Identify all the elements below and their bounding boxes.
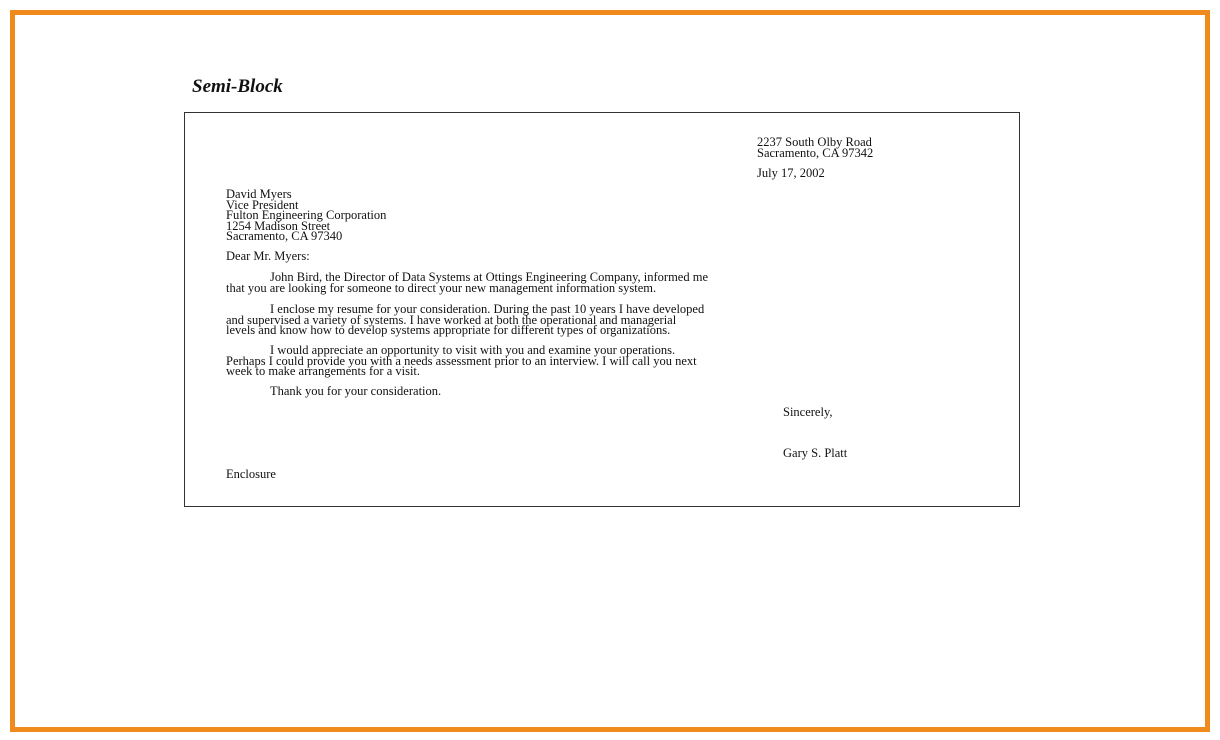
inside-address-line: Fulton Engineering Corporation: [226, 208, 387, 222]
body-paragraph: [226, 386, 441, 397]
signature-name: Gary S. Platt: [783, 446, 848, 460]
body-paragraph: [226, 304, 704, 336]
closing: Sincerely,: [783, 405, 833, 419]
return-address: [757, 137, 873, 158]
inside-address: [226, 189, 386, 242]
inside-address-line: David Myers: [226, 187, 292, 201]
inside-address-line: Sacramento, CA 97340: [226, 229, 343, 243]
enclosure-notation: Enclosure: [226, 467, 276, 481]
body-paragraph: [226, 345, 697, 377]
return-address-line: Sacramento, CA 97342: [757, 145, 874, 160]
paragraph-line: that you are looking for someone to direct your new management information system.: [226, 280, 657, 295]
paragraph-line: and supervised a variety of systems. I have worked at both the operational and managerial: [226, 312, 677, 327]
paragraph-line: I would appreciate an opportunity to visit with you and examine your operations.: [270, 343, 676, 357]
paragraph-line: I enclose my resume for your consideration. During the past 10 years I have developed: [270, 302, 705, 316]
inside-address-line: 1254 Madison Street: [226, 218, 331, 233]
paragraph-line: Perhaps I could provide you with a needs assessment prior to an interview. I will call you next: [226, 353, 697, 368]
paragraph-line: levels and know how to develop systems appropriate for different types of organizations.: [226, 323, 671, 337]
body-paragraph: [226, 272, 708, 293]
inside-address-line: Vice President: [226, 197, 299, 212]
paragraph-line: Thank you for your consideration.: [270, 384, 442, 398]
paragraph-line: week to make arrangements for a visit.: [226, 364, 421, 378]
return-address-line: 2237 South Olby Road: [757, 135, 872, 149]
letter-box: [184, 112, 1020, 507]
letter-style-heading: Semi-Block: [192, 76, 283, 97]
salutation: Dear Mr. Myers:: [226, 249, 310, 263]
letter-date: July 17, 2002: [757, 166, 825, 180]
paragraph-line: John Bird, the Director of Data Systems at Ottings Engineering Company, informed me: [270, 270, 708, 284]
